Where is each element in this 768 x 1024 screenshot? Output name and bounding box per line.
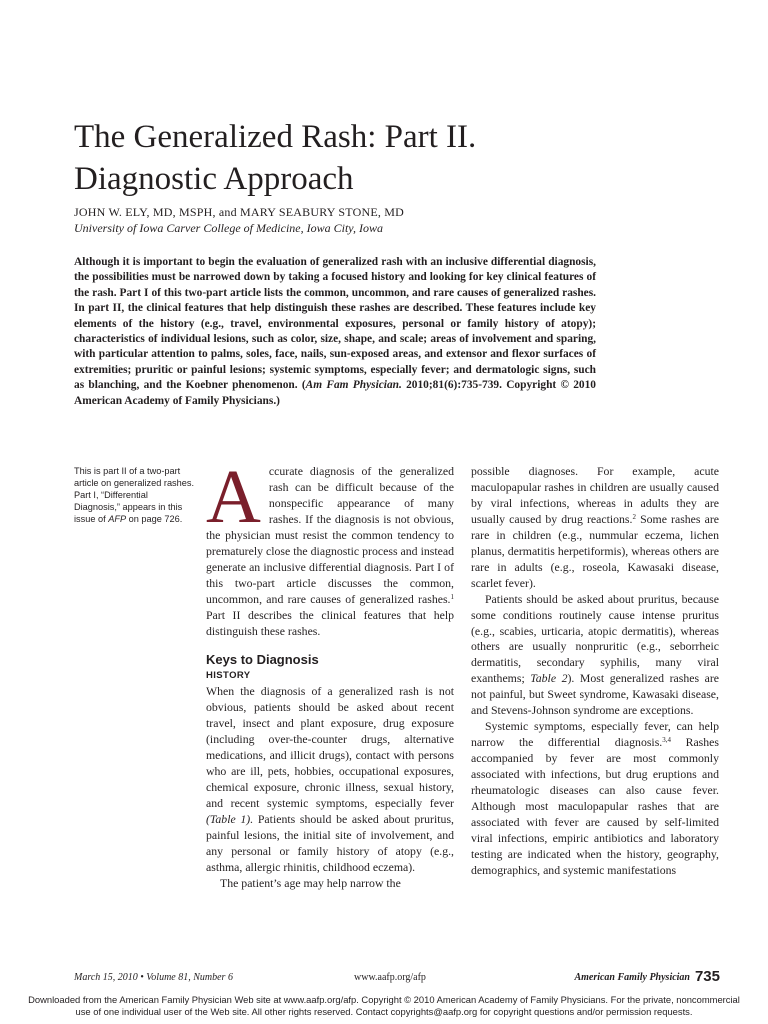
- pruritus-text-a: Patients should be asked about pruritus, because some conditions routinely cause intense pruritus (e.g., scabies, urticaria, atopic dermatitis), whereas others are usually nonpruritic (e.g., seborrheic dermatitis, secondary syphilis, many viral exanthems;: [471, 591, 719, 686]
- body-column-right: [471, 464, 719, 879]
- section-heading: Keys to Diagnosis: [206, 652, 319, 668]
- author-affiliation: University of Iowa Carver College of Medicine, Iowa City, Iowa: [74, 221, 383, 235]
- sidenote-text-before: This is part II of a two-part article on generalized rashes. Part I, “Differential Diagnosis,” appears in this issue of: [74, 466, 195, 524]
- issue-date: March 15, 2010 • Volume 81, Number 6: [74, 972, 233, 983]
- age-text-a: possible diagnoses. For example, acute maculopapular rashes in children are usually caused by viral infections, whereas in adults they are usually caused by drug reactions.: [471, 464, 719, 526]
- download-notice-line2: use of one individual user of the Web site. All other rights reserved. Contact copyrights@aafp.org for copyright questions and/or permission requests.: [75, 1006, 693, 1017]
- article-title-line1: The Generalized Rash: Part II.: [74, 119, 477, 155]
- age-paragraph-continued: [471, 464, 719, 592]
- intro-text: ccurate diagnosis of the generalized rash can be difficult because of the nonspecific appearance of many rashes. If the diagnosis is not obvious, the physician must resist the common tendency to prematurely close the diagnostic process and instead generate an inclusive differential diagnosis. Part I of this two-part article discusses the common, uncommon, and rare causes of generalized rashes.: [206, 464, 454, 606]
- abstract-citation-rest: 2010;81(6):735-739. Copyright © 2010 American Academy of Family Physicians.): [74, 379, 597, 407]
- drop-cap-letter: A: [206, 455, 261, 539]
- abstract-text: Although it is important to begin the evaluation of generalized rash with an inclusive differential diagnosis, the possibilities must be narrowed down by taking a focused history and looking for key clinical features of the rash. Part I of this two-part article lists the common, uncommon, and rare causes of generalized rashes. In part II, the clinical features that help distinguish these rashes are described. These features include key elements of the history (e.g., travel, environmental exposures, personal or family history of atopy); characteristics of individual lesions, such as color, size, shape, and scale; areas of involvement and sparing, with particular attention to palms, soles, face, nails, sun-exposed areas, and extensor and flexor surfaces of extremities; pruritic or painful lesions; systemic symptoms, especially fever; and dermatologic signs, such as blanching, and the Koebner phenomenon. (: [74, 256, 596, 392]
- journal-url: www.aafp.org/afp: [354, 972, 426, 983]
- sidenote-text-after: on page 726.: [126, 513, 183, 524]
- author-list: JOHN W. ELY, MD, MSPH, and MARY SEABURY STONE, MD: [74, 205, 404, 219]
- subsection-heading: HISTORY: [206, 670, 251, 682]
- pruritus-text-b: ). Most generalized rashes are not painful, but Sweet syndrome, Kawasaki disease, and Stevens-Johnson syndrome are exceptions.: [471, 671, 720, 718]
- reference-marker: 3,4: [662, 736, 671, 745]
- article-title-line2: Diagnostic Approach: [74, 161, 354, 197]
- table-reference: (Table 1).: [206, 812, 254, 827]
- page-footer: [74, 968, 720, 990]
- download-notice-line1: Downloaded from the American Family Physician Web site at www.aafp.org/afp. Copyright © 2010 American Academy of Family Physicians. For the private, noncommercial: [28, 994, 740, 1005]
- systemic-text-a: Systemic symptoms, especially fever, can help narrow the differential diagnosis.: [471, 719, 719, 750]
- history-paragraph: [206, 684, 454, 875]
- series-sidenote: [74, 466, 196, 526]
- page-number: 735: [694, 968, 720, 985]
- sidenote-journal-abbrev: AFP: [108, 513, 127, 524]
- systemic-paragraph: [471, 719, 719, 879]
- reference-marker: 2: [632, 512, 636, 521]
- systemic-text-b: Rashes accompanied by fever are most commonly associated with infections, but drug eruptions and rheumatologic diseases can also cause fever. Although most maculopapular rashes that are associated with fever are caused by self-limited viral infections, empiric antibiotics and laboratory testing are indicated when the history, geography, demographics, and systemic manifestations: [471, 735, 719, 877]
- pruritus-paragraph: [471, 592, 719, 720]
- history-text-b: Patients should be asked about pruritus, painful lesions, the initial site of involvement, and any personal or family history of atopy (e.g., asthma, allergic rhinitis, childhood eczema).: [206, 812, 454, 874]
- download-notice: [20, 994, 748, 1018]
- journal-name: American Family Physician: [574, 972, 690, 983]
- body-column-left: [206, 455, 454, 892]
- article-title: [74, 116, 634, 200]
- abstract: [74, 255, 596, 409]
- abstract-citation-journal: Am Fam Physician.: [305, 379, 402, 392]
- age-paragraph-start: The patient’s age may help narrow the: [220, 875, 401, 890]
- table-reference: Table 2: [530, 671, 568, 686]
- history-text-a: When the diagnosis of a generalized rash is not obvious, patients should be asked about recent travel, insect and plant exposure, drug exposure (including over-the-counter drugs, alternative medications, and illicit drugs), contact with persons who are ill, pets, hobbies, occupational exposures, chemical exposure, chronic illness, sexual history, and recent systemic symptoms, especially fever: [206, 684, 454, 811]
- age-text-b: Some rashes are rare in children (e.g., nummular eczema, lichen planus, dermatitis herpetiformis), whereas others are rare in adults (e.g., roseola, Kawasaki disease, scarlet fever).: [471, 511, 719, 590]
- reference-marker: 1: [450, 592, 454, 601]
- intro-text-end: Part II describes the clinical features that help distinguish these rashes.: [206, 607, 454, 638]
